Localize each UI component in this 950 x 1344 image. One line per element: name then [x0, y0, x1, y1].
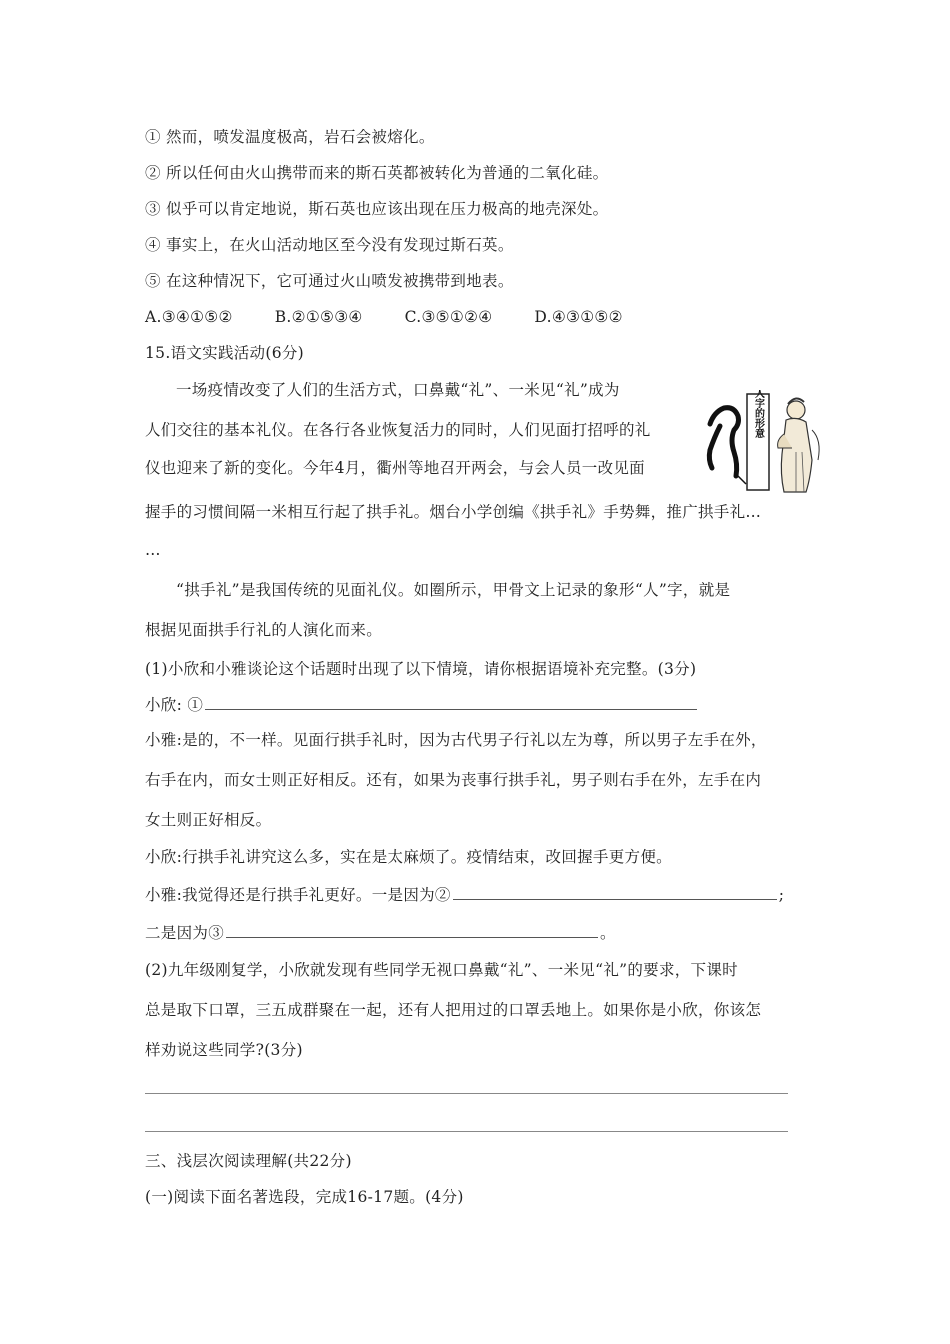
- option-5: ⑤ 在这种情况下，它可通过火山喷发被携带到地表。: [145, 272, 514, 290]
- dialogue-xiaoxin-2: 小欣:行拱手礼讲究这么多，实在是太麻烦了。疫情结束，改回握手更方便。: [145, 848, 672, 866]
- answer-blank-2[interactable]: [453, 884, 777, 900]
- oracle-ren-character-illustration: [700, 390, 846, 494]
- choice-a[interactable]: A.③④①⑤②: [145, 308, 233, 326]
- xiaoya-2-suffix: ;: [778, 886, 785, 904]
- answer-line-2[interactable]: [145, 1131, 788, 1132]
- option-2: ② 所以任何由火山携带而来的斯石英都被转化为普通的二氧化硅。: [145, 164, 609, 182]
- intro2-line-1: “拱手礼”是我国传统的见面礼仪。如圈所示，甲骨文上记录的象形“人”字，就是: [176, 581, 731, 599]
- sub-question-1: (1)小欣和小雅谈论这个话题时出现了以下情境，请你根据语境补充完整。(3分): [145, 660, 697, 678]
- reason-two-text: 二是因为③: [145, 924, 225, 942]
- choice-d[interactable]: D.④③①⑤②: [534, 308, 623, 326]
- intro-line-3: 仪也迎来了新的变化。今年4月，衢州等地召开两会，与会人员一改见面: [145, 459, 645, 477]
- answer-blank-1[interactable]: [205, 694, 697, 710]
- intro-line-4: 握手的习惯间隔一米相互行起了拱手礼。烟台小学创编《拱手礼》手势舞，推广拱手礼…: [145, 503, 762, 521]
- option-1: ① 然而，喷发温度极高，岩石会被熔化。: [145, 128, 435, 146]
- dialogue-xiaoya-1-line-1: 小雅:是的，不一样。见面行拱手礼时，因为古代男子行礼以左为尊，所以男子左手在外，: [145, 731, 767, 749]
- oracle-bone-figure: [700, 390, 846, 494]
- intro-line-2: 人们交往的基本礼仪。在各行各业恢复活力的同时，人们见面打招呼的礼: [145, 421, 651, 439]
- xiaoya-2-text: 小雅:我觉得还是行拱手礼更好。一是因为②: [145, 886, 451, 904]
- sub-question-2-line-2: 总是取下口罩，三五成群聚在一起，还有人把用过的口罩丢地上。如果你是小欣，你该怎: [145, 1001, 762, 1019]
- subsection-1-heading: (一)阅读下面名著选段，完成16-17题。(4分): [145, 1188, 464, 1206]
- dialogue-xiaoxin-1: [145, 694, 699, 715]
- section-3-heading: 三、浅层次阅读理解(共22分): [145, 1152, 352, 1170]
- figure-caption: 甲骨文人字的形意: [752, 390, 764, 438]
- intro2-line-2: 根据见面拱手行礼的人演化而来。: [145, 621, 383, 639]
- question-15-title: 15.语文实践活动(6分): [145, 344, 305, 362]
- intro-line-5: …: [145, 541, 161, 559]
- speaker-xiaoxin-1: 小欣: ①: [145, 696, 204, 714]
- intro-line-1: 一场疫情改变了人们的生活方式，口鼻戴“礼”、一米见“礼”成为: [176, 381, 620, 399]
- reason-two-suffix: 。: [600, 924, 616, 942]
- answer-line-1[interactable]: [145, 1093, 788, 1094]
- dialogue-reason-two: [145, 922, 616, 943]
- choice-c[interactable]: C.③⑤①②④: [404, 308, 493, 326]
- dialogue-xiaoya-1-line-3: 女土则正好相反。: [145, 811, 272, 829]
- sub-question-2-line-1: (2)九年级刚复学，小欣就发现有些同学无视口鼻戴“礼”、一米见“礼”的要求，下课时: [145, 961, 738, 979]
- dialogue-xiaoya-2: [145, 884, 784, 905]
- answer-blank-3[interactable]: [226, 922, 598, 938]
- option-3: ③ 似乎可以肯定地说，斯石英也应该出现在压力极高的地壳深处。: [145, 200, 609, 218]
- dialogue-xiaoya-1-line-2: 右手在内，而女士则正好相反。还有，如果为丧事行拱手礼，男子则右手在外，左手在内: [145, 771, 762, 789]
- option-4: ④ 事实上，在火山活动地区至今没有发现过斯石英。: [145, 236, 514, 254]
- sub-question-2-line-3: 样劝说这些同学?(3分): [145, 1041, 303, 1059]
- choice-b[interactable]: B.②①⑤③④: [274, 308, 363, 326]
- answer-choices: [145, 307, 665, 327]
